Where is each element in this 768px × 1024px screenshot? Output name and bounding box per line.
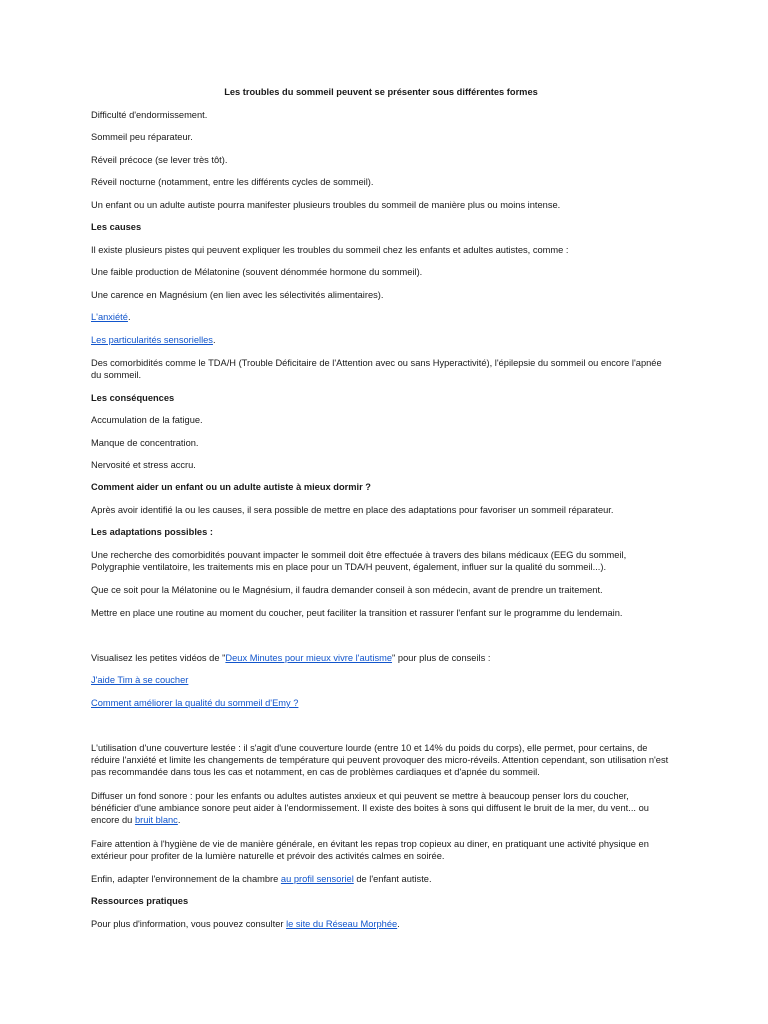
cause-item: Une faible production de Mélatonine (souvent dénommée hormone du sommeil). bbox=[91, 267, 423, 277]
form-item: Sommeil peu réparateur. bbox=[91, 132, 193, 142]
punctuation: . bbox=[212, 335, 216, 345]
tip-lifestyle: Faire attention à l'hygiène de vie de manière générale, en évitant les repas trop copieux au diner, en pratiquant une activité physique en extérieur pour profiter de la lumière naturelle et prévoir des activités calmes en soirée. bbox=[91, 839, 649, 861]
page-title: Les troubles du sommeil peuvent se présenter sous différentes formes bbox=[224, 87, 538, 97]
consequences-heading: Les conséquences bbox=[91, 393, 175, 403]
cause-item: Des comorbidités comme le TDA/H (Trouble Déficitaire de l'Attention avec ou sans Hyperactivité), l'épilepsie du sommeil ou encore l'apnée du sommeil. bbox=[91, 358, 662, 380]
sensory-profile-link[interactable]: au profil sensoriel bbox=[280, 874, 354, 884]
form-item: Réveil précoce (se lever très tôt). bbox=[91, 155, 228, 165]
resources-heading: Ressources pratiques bbox=[91, 896, 189, 906]
adaptation-item: Mettre en place une routine au moment du coucher, peut faciliter la transition et rassurer l'enfant sur le programme du lendemain. bbox=[91, 608, 623, 618]
form-item: Difficulté d'endormissement. bbox=[91, 110, 208, 120]
white-noise-link[interactable]: bruit blanc bbox=[134, 815, 178, 825]
form-summary: Un enfant ou un adulte autiste pourra manifester plusieurs troubles du sommeil de manière plus ou moins intense. bbox=[91, 200, 561, 210]
tip-text: Diffuser un fond sonore : pour les enfants ou adultes autistes anxieux et qui peuvent se mettre à beaucoup penser lors du coucher, bénéficier d'une ambiance sonore peut aider à l'endormissement. Il existe des boites à sons qui diffusent le bruit de la mer, du vent... ou encore du bbox=[91, 791, 649, 825]
video-item bbox=[91, 697, 671, 709]
help-text: Après avoir identifié la ou les causes, il sera possible de mettre en place des adaptations pour favoriser un sommeil réparateur. bbox=[91, 505, 614, 515]
punctuation: . bbox=[177, 815, 181, 825]
reseau-morphee-link[interactable]: le site du Réseau Morphée bbox=[286, 919, 398, 929]
resources-text bbox=[91, 918, 671, 930]
causes-heading: Les causes bbox=[91, 222, 142, 232]
videos-intro-text: " pour plus de conseils : bbox=[392, 653, 491, 663]
resources-intro: Pour plus d'information, vous pouvez consulter bbox=[91, 919, 287, 929]
punctuation: . bbox=[397, 919, 400, 929]
consequence-item: Manque de concentration. bbox=[91, 438, 199, 448]
cause-item: Une carence en Magnésium (en lien avec les sélectivités alimentaires). bbox=[91, 290, 384, 300]
video-item bbox=[91, 674, 671, 686]
form-item: Réveil nocturne (notamment, entre les différents cycles de sommeil). bbox=[91, 177, 374, 187]
adaptation-item: Une recherche des comorbidités pouvant impacter le sommeil doit être effectuée à travers des bilans médicaux (EEG du sommeil, Polygraphie ventilatoire, les traitements mis en place pour un TDA/H peuvent, également, influer sur la qualité du sommeil...). bbox=[91, 550, 627, 572]
consequence-item: Nervosité et stress accru. bbox=[91, 460, 196, 470]
video-tim-link[interactable]: J'aide Tim à se coucher bbox=[91, 675, 189, 685]
tip-weighted-blanket: L'utilisation d'une couverture lestée : il s'agit d'une couverture lourde (entre 10 et 14% du poids du corps), elle permet, pour certains, de réduire l'anxiété et limite les changements de température qui peuvent provoquer des micro-réveils. Attention cependant, son utilisation n'est pas recommandée dans tous les cas et notamment, en cas de problèmes cardiaques et d'apnée du sommeil. bbox=[91, 743, 669, 777]
help-heading: Comment aider un enfant ou un adulte autiste à mieux dormir ? bbox=[91, 482, 371, 492]
cause-item bbox=[91, 334, 671, 346]
consequence-item: Accumulation de la fatigue. bbox=[91, 415, 203, 425]
tip-text: Enfin, adapter l'environnement de la chambre bbox=[91, 874, 281, 884]
adaptation-item: Que ce soit pour la Mélatonine ou le Magnésium, il faudra demander conseil à son médecin, avant de prendre un traitement. bbox=[91, 585, 603, 595]
tip-bedroom bbox=[91, 873, 671, 885]
videos-intro-text: Visualisez les petites vidéos de " bbox=[91, 653, 226, 663]
sensory-particularities-link[interactable]: Les particularités sensorielles bbox=[91, 335, 213, 345]
deux-minutes-link[interactable]: Deux Minutes pour mieux vivre l'autisme bbox=[225, 653, 393, 663]
cause-item bbox=[91, 311, 671, 323]
video-emy-link[interactable]: Comment améliorer la qualité du sommeil d'Emy ? bbox=[91, 698, 299, 708]
anxiety-link[interactable]: L'anxiété bbox=[91, 312, 128, 322]
tip-text: de l'enfant autiste. bbox=[353, 874, 432, 884]
causes-intro: Il existe plusieurs pistes qui peuvent expliquer les troubles du sommeil chez les enfants et adultes autistes, comme : bbox=[91, 245, 569, 255]
tip-background-sound bbox=[91, 790, 671, 826]
punctuation: . bbox=[127, 312, 131, 322]
adaptations-heading: Les adaptations possibles : bbox=[91, 527, 213, 537]
videos-intro bbox=[91, 652, 671, 664]
